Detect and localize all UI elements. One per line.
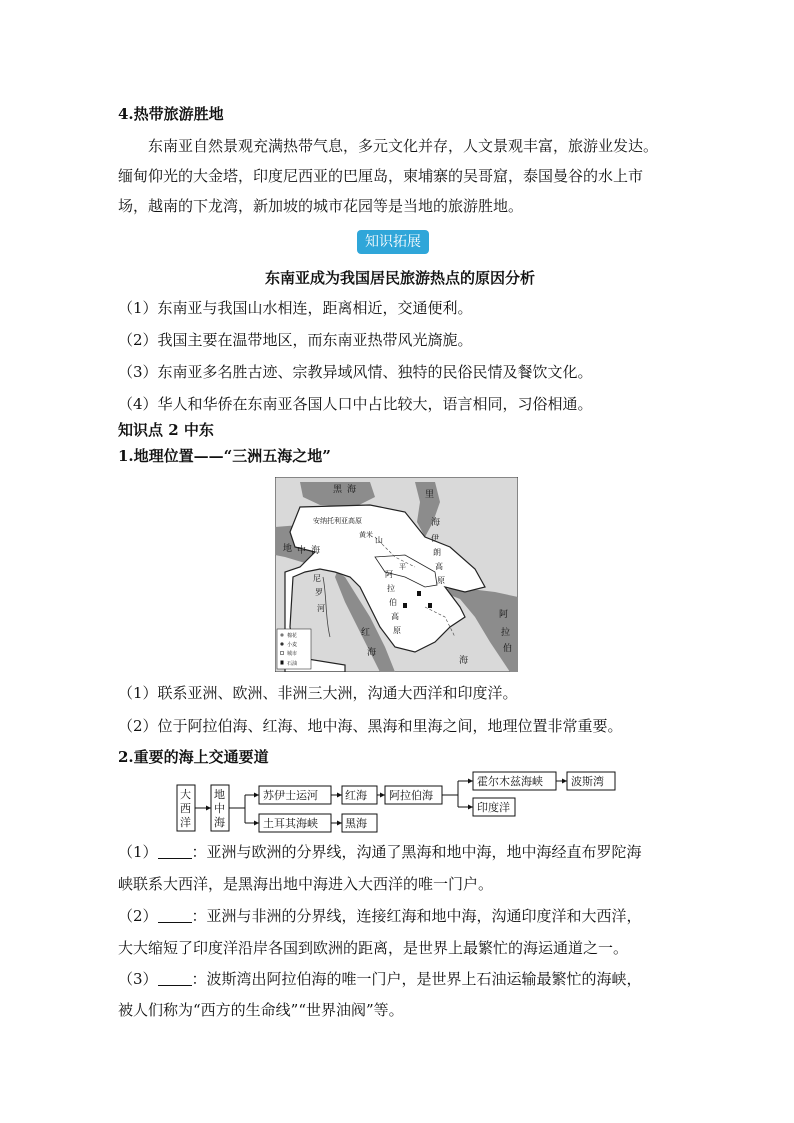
geo-item: （1）联系亚洲、欧洲、非洲三大洲，沟通大西洋和印度洋。	[118, 684, 518, 702]
paragraph-line: 大大缩短了印度洋沿岸各国到欧洲的距离，是世界上最繁忙的海运通道之一。	[118, 939, 629, 957]
answer-blank[interactable]	[158, 971, 192, 986]
map-label: 伯	[389, 598, 397, 607]
node-label-char: 海	[214, 816, 225, 829]
node-label: 波斯湾	[571, 775, 604, 788]
extension-item: （2）我国主要在温带地区，而东南亚热带风光旖旎。	[118, 331, 473, 349]
map-label: 拉	[387, 584, 395, 593]
question-number: （3）	[118, 970, 158, 988]
map-label: 尼	[313, 574, 321, 583]
map-label: 原	[437, 576, 445, 585]
question-3	[118, 969, 698, 989]
answer-blank[interactable]	[158, 908, 192, 923]
map-label: 黑	[333, 485, 343, 495]
map-label: 阿	[385, 570, 393, 579]
map-label: 海	[431, 518, 441, 528]
node-label: 土耳其海峡	[263, 817, 318, 830]
extension-item: （3）东南亚多名胜古迹、宗教异域风情、独特的民俗民情及餐饮文化。	[118, 363, 593, 381]
sea-routes-diagram	[175, 768, 621, 834]
map-label: 地	[283, 544, 293, 554]
map-label: 海	[311, 546, 321, 556]
map-label: 罗	[315, 588, 323, 597]
question-number: （1）	[118, 843, 158, 861]
map-label: 平	[399, 563, 406, 571]
paragraph-line: 场，越南的下龙湾，新加坡的城市花园等是当地的旅游胜地。	[118, 197, 524, 215]
extension-item: （1）东南亚与我国山水相连，距离相近，交通便利。	[118, 299, 473, 317]
section-4-title: 4.热带旅游胜地	[118, 105, 224, 123]
map-label: 山	[375, 536, 383, 545]
answer-blank[interactable]	[158, 844, 192, 859]
map-label: 中	[297, 546, 307, 556]
legend-label: 棉花	[287, 633, 298, 639]
node-label: 红海	[345, 789, 367, 802]
knowledge-point-2-title: 知识点 2 中东	[118, 421, 214, 439]
map-label: 海	[459, 656, 469, 666]
map-label: 伊	[431, 534, 439, 543]
map-label: 阿	[499, 610, 509, 620]
legend-label: 城市	[287, 651, 298, 657]
map-label: 里	[425, 490, 435, 500]
map-label: 拉	[501, 628, 511, 638]
question-number: （2）	[118, 907, 158, 925]
node-label-char: 大	[180, 788, 191, 801]
node-label-char: 洋	[180, 816, 191, 829]
question-2	[118, 906, 698, 926]
legend-label: 石油	[287, 661, 298, 667]
node-label-char: 西	[180, 802, 191, 815]
map-label: 黄米	[359, 531, 373, 539]
question-1	[118, 842, 698, 862]
map-label: 安纳托利亚高原	[313, 517, 362, 525]
node-label: 印度洋	[477, 801, 510, 814]
node-label-char: 地	[214, 788, 225, 801]
question-text: ：波斯湾出阿拉伯海的唯一门户，是世界上石油运输最繁忙的海峡，	[191, 970, 642, 988]
knowledge-extension-badge: 知识拓展	[357, 230, 429, 254]
map-label: 高	[435, 562, 443, 571]
geo-item: （2）位于阿拉伯海、红海、地中海、黑海和里海之间，地理位置非常重要。	[118, 717, 623, 735]
node-label: 霍尔木兹海峡	[477, 775, 543, 788]
extension-item: （4）华人和华侨在东南亚各国人口中占比较大，语言相同，习俗相通。	[118, 395, 593, 413]
sea-routes-title: 2.重要的海上交通要道	[118, 748, 269, 766]
map-label: 伯	[503, 644, 513, 654]
middle-east-map	[275, 477, 518, 672]
map-label: 原	[393, 626, 401, 635]
question-text: ：亚洲与欧洲的分界线，沟通了黑海和地中海，地中海经直布罗陀海	[191, 843, 642, 861]
node-label: 阿拉伯海	[389, 789, 433, 802]
paragraph-line: 被人们称为“西方的生命线”“世界油阀”等。	[118, 1001, 404, 1019]
map-label: 朗	[433, 548, 441, 557]
map-label: 海	[347, 485, 357, 495]
node-label: 苏伊士运河	[263, 789, 318, 802]
geo-location-title: 1.地理位置——“三洲五海之地”	[118, 447, 331, 465]
map-label: 海	[367, 648, 377, 658]
node-label-char: 中	[214, 802, 225, 815]
paragraph-line: 缅甸仰光的大金塔，印度尼西亚的巴厘岛，柬埔寨的吴哥窟，泰国曼谷的水上市	[118, 167, 644, 185]
legend-label: 小麦	[287, 642, 298, 648]
question-text: ：亚洲与非洲的分界线，连接红海和地中海，沟通印度洋和大西洋，	[191, 907, 642, 925]
map-label: 高	[391, 612, 399, 621]
paragraph-line: 峡联系大西洋，是黑海出地中海进入大西洋的唯一门户。	[118, 875, 494, 893]
map-label: 红	[361, 628, 371, 638]
map-label: 河	[317, 604, 325, 613]
paragraph-line: 东南亚自然景观充满热带气息，多元文化并存，人文景观丰富，旅游业发达。	[148, 137, 659, 155]
node-label: 黑海	[345, 817, 367, 830]
extension-title: 东南亚成为我国居民旅游热点的原因分析	[264, 269, 535, 287]
